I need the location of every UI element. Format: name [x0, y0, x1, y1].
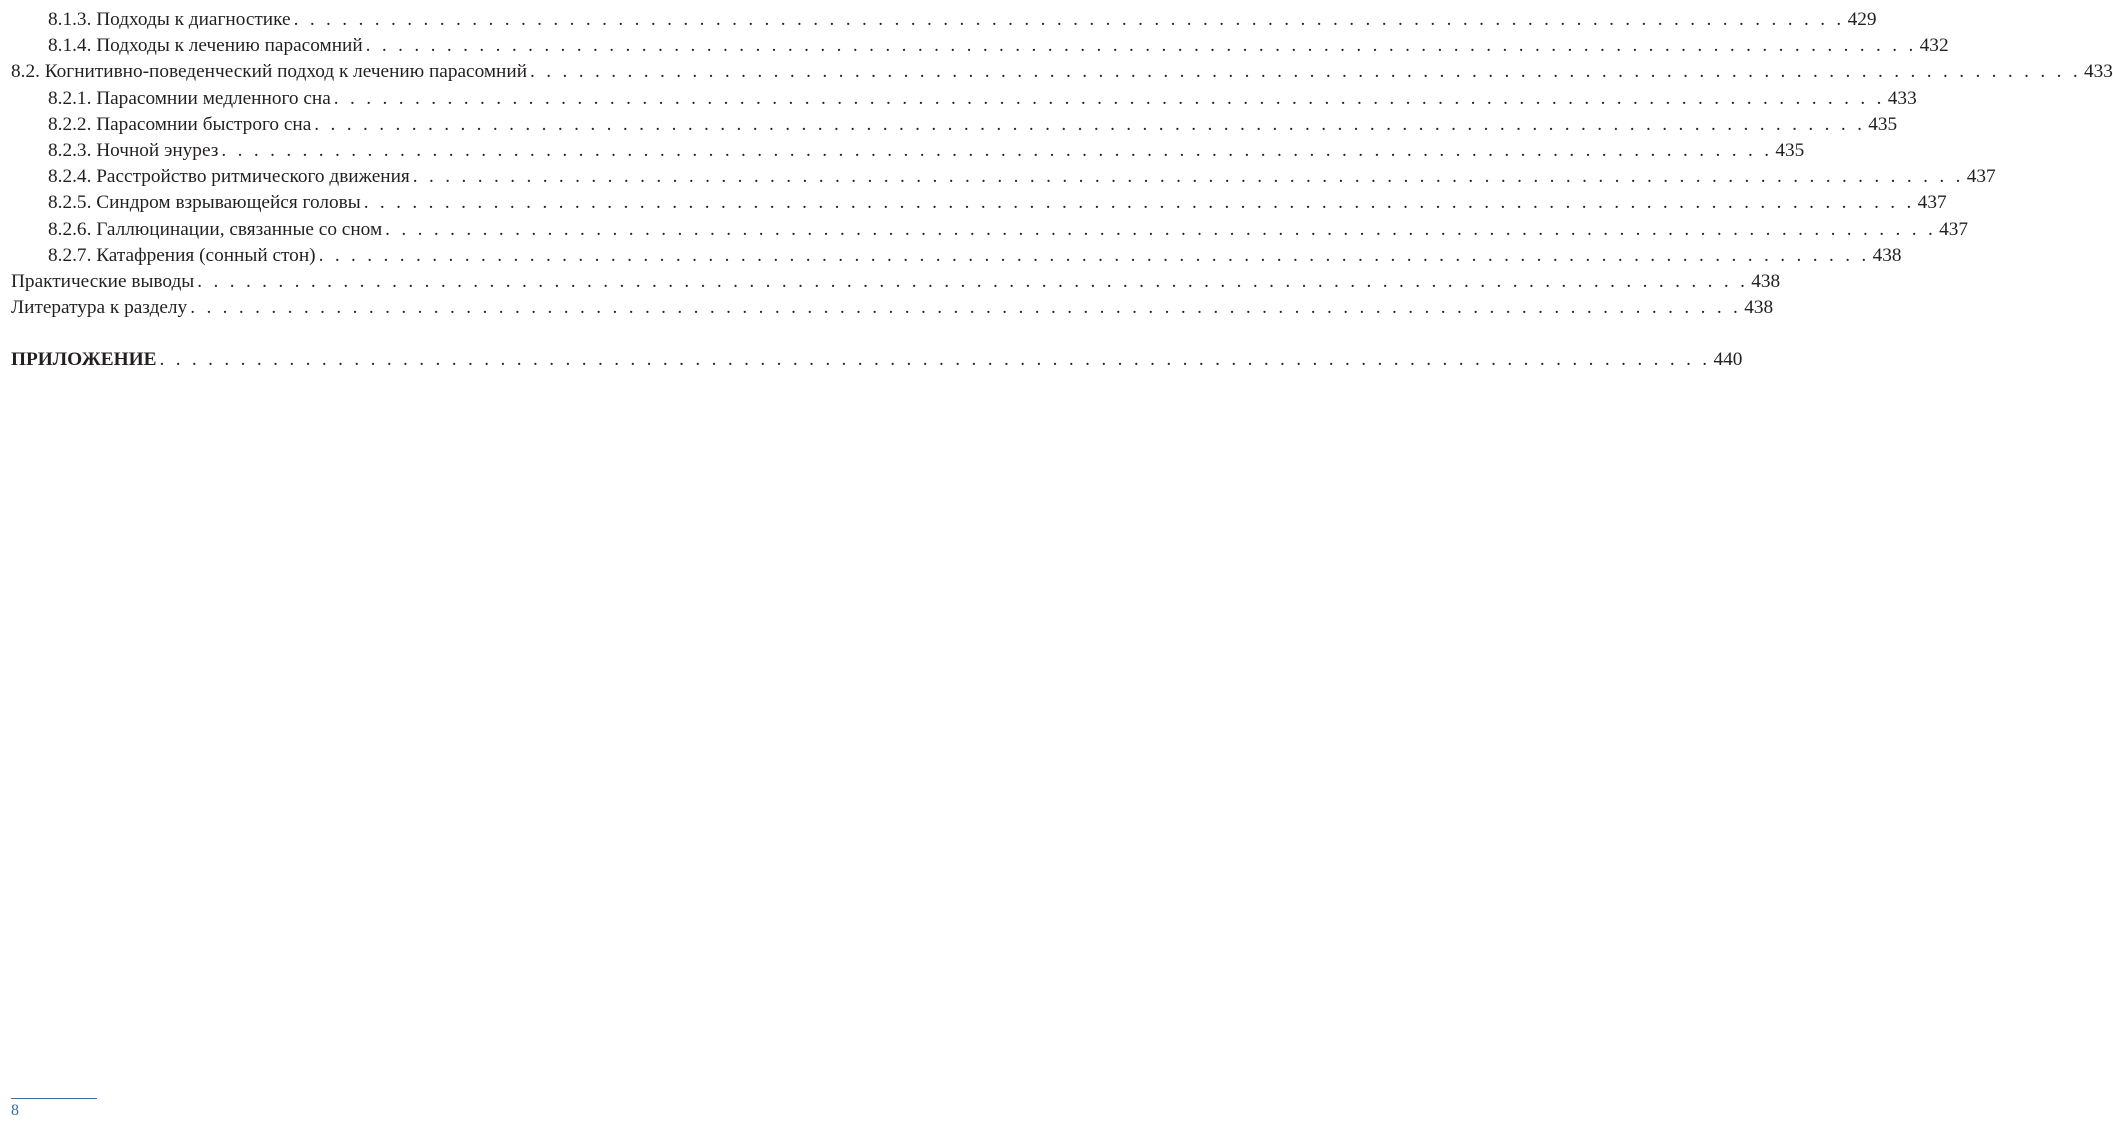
toc-entry-page: 432: [1919, 35, 1949, 57]
toc-entry-page: 438: [1872, 244, 1902, 266]
toc-entry-page: 433: [1887, 87, 1917, 109]
toc-entry-8-2-5[interactable]: [11, 190, 1947, 216]
toc-entry-title: 8.1.3. Подходы к диагностике: [48, 9, 291, 30]
dot-leader: . . . . . . . . . . . . . . . . . . . . . . . . . . . . . . . . . . . . . . . . . . . . . . . . . . . . . . . . . . . . . . . . . . . . . . . . . . . . . . . . . . . . . . . . . . . . . . . .: [333, 87, 1885, 109]
toc-entry-page: 438: [1751, 270, 1781, 292]
toc-entry-references[interactable]: [11, 295, 1774, 321]
table-of-contents: [11, 7, 2113, 373]
toc-entry-page: 438: [1744, 297, 1774, 319]
dot-leader: . . . . . . . . . . . . . . . . . . . . . . . . . . . . . . . . . . . . . . . . . . . . . . . . . . . . . . . . . . . . . . . . . . . . . . . . . . . . . . . . . . . . . . . . . . . . . . . .: [314, 113, 1866, 135]
toc-entry-8-2-3[interactable]: [11, 138, 1805, 164]
toc-entry-page: 440: [1713, 349, 1743, 371]
toc-entry-title: 8.2. Когнитивно-поведенческий подход к лечению парасомний: [11, 61, 528, 83]
dot-leader: . . . . . . . . . . . . . . . . . . . . . . . . . . . . . . . . . . . . . . . . . . . . . . . . . . . . . . . . . . . . . . . . . . . . . . . . . . . . . . . . . . . . . . . . . . . . . . . .: [197, 270, 1749, 292]
toc-entry-title: 8.2.6. Галлюцинации, связанные со сном: [48, 218, 383, 240]
toc-entry-title: 8.2.2. Парасомнии быстрого сна: [48, 113, 312, 135]
toc-entry-title: 8.2.3. Ночной энурез: [48, 139, 219, 161]
dot-leader: . . . . . . . . . . . . . . . . . . . . . . . . . . . . . . . . . . . . . . . . . . . . . . . . . . . . . . . . . . . . . . . . . . . . . . . . . . . . . . . . . . . . . . . . . . . . . . . .: [363, 192, 1915, 214]
dot-leader: . . . . . . . . . . . . . . . . . . . . . . . . . . . . . . . . . . . . . . . . . . . . . . . . . . . . . . . . . . . . . . . . . . . . . . . . . . . . . . . . . . . . . . . . . . . . . . . .: [365, 35, 1917, 57]
toc-entry-title: 8.1.4. Подходы к лечению парасомний: [48, 35, 363, 57]
toc-entry-page: 437: [1966, 166, 1996, 188]
dot-leader: . . . . . . . . . . . . . . . . . . . . . . . . . . . . . . . . . . . . . . . . . . . . . . . . . . . . . . . . . . . . . . . . . . . . . . . . . . . . . . . . . . . . . . . . . . . . . . . .: [412, 166, 1964, 188]
toc-entry-page: 437: [1939, 218, 1969, 240]
toc-entry-practical-conclusions[interactable]: [11, 269, 1781, 295]
toc-entry-8-2-4[interactable]: [11, 164, 1996, 190]
toc-entry-8-2-6[interactable]: [11, 217, 1969, 243]
footer-divider: [11, 1098, 97, 1099]
dot-leader: . . . . . . . . . . . . . . . . . . . . . . . . . . . . . . . . . . . . . . . . . . . . . . . . . . . . . . . . . . . . . . . . . . . . . . . . . . . . . . . . . . . . . . . . . . . . . . . .: [385, 218, 1937, 240]
toc-entry-title: 8.2.1. Парасомнии медленного сна: [48, 87, 331, 109]
toc-entry-title: 8.2.4. Расстройство ритмического движения: [48, 166, 410, 188]
page-number: 8: [11, 1102, 19, 1119]
toc-entry-page: 429: [1847, 9, 1877, 30]
toc-entry-title: ПРИЛОЖЕНИЕ: [11, 349, 157, 371]
toc-entry-page: 437: [1917, 192, 1947, 214]
toc-entry-8-1-3[interactable]: [11, 7, 1877, 33]
toc-entry-8-2[interactable]: [11, 59, 2113, 85]
dot-leader: . . . . . . . . . . . . . . . . . . . . . . . . . . . . . . . . . . . . . . . . . . . . . . . . . . . . . . . . . . . . . . . . . . . . . . . . . . . . . . . . . . . . . . . . . . . . . . . .: [159, 349, 1711, 371]
toc-entry-title: 8.2.5. Синдром взрывающейся головы: [48, 192, 361, 214]
toc-entry-page: 435: [1775, 139, 1805, 161]
toc-entry-8-2-1[interactable]: [11, 86, 1917, 112]
dot-leader: . . . . . . . . . . . . . . . . . . . . . . . . . . . . . . . . . . . . . . . . . . . . . . . . . . . . . . . . . . . . . . . . . . . . . . . . . . . . . . . . . . . . . . . . . . . . . . . .: [293, 9, 1845, 30]
dot-leader: . . . . . . . . . . . . . . . . . . . . . . . . . . . . . . . . . . . . . . . . . . . . . . . . . . . . . . . . . . . . . . . . . . . . . . . . . . . . . . . . . . . . . . . . . . . . . . . .: [318, 244, 1870, 266]
dot-leader: . . . . . . . . . . . . . . . . . . . . . . . . . . . . . . . . . . . . . . . . . . . . . . . . . . . . . . . . . . . . . . . . . . . . . . . . . . . . . . . . . . . . . . . . . . . . . . . .: [530, 61, 2082, 83]
toc-entry-title: Литература к разделу: [11, 297, 188, 319]
dot-leader: . . . . . . . . . . . . . . . . . . . . . . . . . . . . . . . . . . . . . . . . . . . . . . . . . . . . . . . . . . . . . . . . . . . . . . . . . . . . . . . . . . . . . . . . . . . . . . . .: [190, 297, 1742, 319]
toc-entry-page: 435: [1868, 113, 1898, 135]
toc-entry-page: 433: [2084, 61, 2113, 83]
toc-entry-appendix[interactable]: [11, 347, 1743, 373]
toc-entry-title: 8.2.7. Катафрения (сонный стон): [48, 244, 316, 266]
dot-leader: . . . . . . . . . . . . . . . . . . . . . . . . . . . . . . . . . . . . . . . . . . . . . . . . . . . . . . . . . . . . . . . . . . . . . . . . . . . . . . . . . . . . . . . . . . . . . . . .: [221, 139, 1773, 161]
toc-entry-8-2-7[interactable]: [11, 243, 1902, 269]
toc-entry-8-1-4[interactable]: [11, 33, 1949, 59]
toc-entry-title: Практические выводы: [11, 270, 195, 292]
toc-entry-8-2-2[interactable]: [11, 112, 1898, 138]
